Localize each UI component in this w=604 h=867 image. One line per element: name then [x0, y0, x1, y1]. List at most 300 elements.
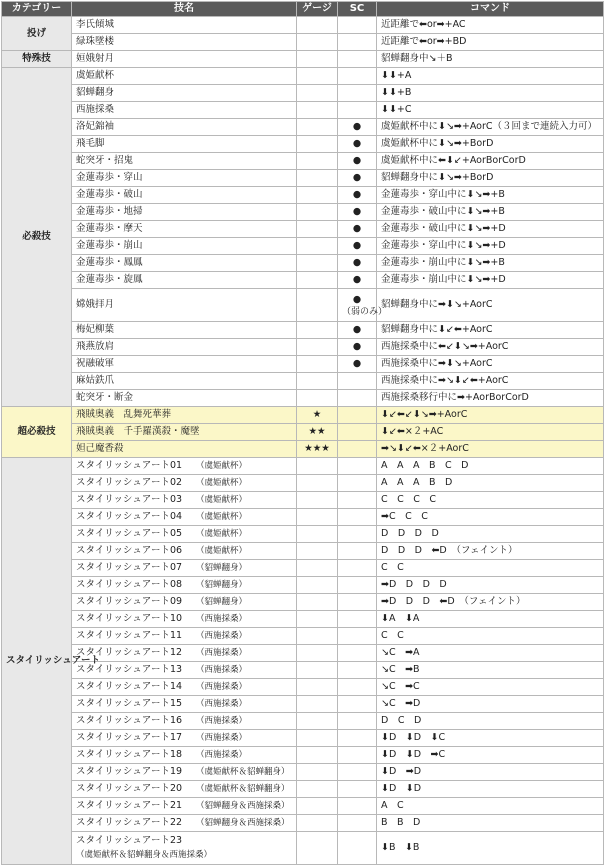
gauge-cell [297, 322, 338, 339]
move-source-note: （虞姫献杯） [196, 546, 248, 556]
category-cell: 投げ [2, 17, 72, 51]
move-name-cell [72, 119, 297, 136]
gauge-cell [297, 475, 338, 492]
table-row [2, 187, 604, 204]
table-row [2, 781, 604, 798]
move-name-cell [72, 577, 297, 594]
command-cell: A C [377, 798, 604, 815]
table-row [2, 594, 604, 611]
command-cell: ⬇⬇+A [377, 68, 604, 85]
sc-cell [338, 662, 377, 679]
command-cell: ⬇⬇+C [377, 102, 604, 119]
table-row [2, 170, 604, 187]
table-row [2, 577, 604, 594]
move-name: 緑珠墜楼 [76, 36, 115, 47]
move-name: スタイリッシュアート12 [76, 647, 183, 658]
move-name-cell [72, 679, 297, 696]
gauge-cell [297, 119, 338, 136]
gauge-cell [297, 85, 338, 102]
command-cell: C C [377, 560, 604, 577]
sc-mark: ● [352, 274, 362, 285]
sc-mark: ● [352, 121, 362, 132]
table-row [2, 102, 604, 119]
gauge-cell [297, 289, 338, 322]
move-name-cell [72, 611, 297, 628]
gauge-cell [297, 798, 338, 815]
move-name: スタイリッシュアート14 [76, 681, 183, 692]
move-name: スタイリッシュアート11 [76, 630, 183, 641]
command-cell: ⬇D ⬇D ➡C [377, 747, 604, 764]
command-cell: ⬇D ⬇D ⬇C [377, 730, 604, 747]
move-name: 蛇突牙・招鬼 [76, 155, 134, 166]
move-name-cell [72, 441, 297, 458]
move-name-cell [72, 492, 297, 509]
sc-mark: ● [352, 172, 362, 183]
move-name-cell [72, 339, 297, 356]
sc-mark: ● [352, 324, 362, 335]
move-name: スタイリッシュアート15 [76, 698, 183, 709]
move-source-note: （虞姫献杯） [196, 461, 248, 471]
command-cell: ⬇A ⬇A [377, 611, 604, 628]
move-name-cell [72, 543, 297, 560]
command-cell: 金蓮毒歩・穿山中に⬇↘➡+D [377, 238, 604, 255]
sc-mark: ● [352, 206, 362, 217]
sc-cell [338, 458, 377, 475]
table-row [2, 390, 604, 407]
move-name: スタイリッシュアート07 [76, 562, 183, 573]
move-source-note: （西施採桑） [196, 631, 248, 641]
sc-note: （弱のみ） [342, 306, 388, 317]
move-name: スタイリッシュアート17 [76, 732, 183, 743]
command-cell: ⬇B ⬇B [377, 832, 604, 865]
command-cell: D D D ⬅D （フェイント） [377, 543, 604, 560]
sc-cell [338, 68, 377, 85]
gauge-cell [297, 204, 338, 221]
move-source-note: （貂蝉翻身） [196, 580, 248, 590]
move-name: 飛賊奥義 千手羅漢殺・魔墜 [76, 426, 200, 437]
command-cell: 西施採桑中に➡⬇↘+AorC [377, 356, 604, 373]
header-sc: SC [338, 2, 377, 17]
sc-cell [338, 272, 377, 289]
move-name: 貂蝉翻身 [76, 87, 115, 98]
move-name-cell [72, 34, 297, 51]
move-name-cell [72, 255, 297, 272]
table-row [2, 492, 604, 509]
move-name: 嫦娥拝月 [76, 299, 115, 310]
command-cell: 西施採桑中に➡↘⬇↙⬅+AorC [377, 373, 604, 390]
sc-cell [338, 102, 377, 119]
sc-cell [338, 764, 377, 781]
gauge-cell [297, 373, 338, 390]
sc-mark: ● [352, 358, 362, 369]
gauge-cell [297, 730, 338, 747]
move-name: 蛇突牙・断金 [76, 392, 134, 403]
move-source-note: （虞姫献杯＆貂蝉翻身＆西施採桑） [76, 850, 213, 860]
sc-mark: ● [352, 155, 362, 166]
table-row [2, 204, 604, 221]
gauge-cell [297, 187, 338, 204]
sc-cell [338, 424, 377, 441]
command-cell: 西施採桑移行中に➡+AorBorCorD [377, 390, 604, 407]
move-name: スタイリッシュアート08 [76, 579, 183, 590]
gauge-cell [297, 645, 338, 662]
sc-cell [338, 51, 377, 68]
move-name-cell [72, 170, 297, 187]
move-name-cell [72, 51, 297, 68]
sc-cell [338, 475, 377, 492]
move-name-cell [72, 815, 297, 832]
table-row [2, 662, 604, 679]
move-source-note: （虞姫献杯） [196, 512, 248, 522]
gauge-cell [297, 272, 338, 289]
category-cell: スタイリッシュアート [2, 458, 72, 865]
table-row [2, 543, 604, 560]
command-cell: 貂蝉翻身中に⬇↙⬅+AorC [377, 322, 604, 339]
move-name: スタイリッシュアート20 [76, 783, 183, 794]
gauge-cell [297, 577, 338, 594]
sc-cell [338, 747, 377, 764]
move-source-note: （虞姫献杯） [196, 478, 248, 488]
move-name: スタイリッシュアート16 [76, 715, 183, 726]
table-row [2, 798, 604, 815]
move-name: スタイリッシュアート23 [76, 835, 183, 846]
move-name-cell [72, 645, 297, 662]
sc-mark: ● [352, 257, 362, 268]
table-row [2, 221, 604, 238]
sc-cell [338, 798, 377, 815]
move-name: スタイリッシュアート06 [76, 545, 183, 556]
gauge-cell [297, 526, 338, 543]
move-name-cell [72, 289, 297, 322]
move-source-note: （虞姫献杯＆貂蝉翻身） [196, 784, 290, 794]
gauge-cell [297, 781, 338, 798]
move-name-cell [72, 68, 297, 85]
sc-cell [338, 679, 377, 696]
table-row [2, 356, 604, 373]
table-row [2, 289, 604, 322]
command-cell: ➡D D D D [377, 577, 604, 594]
sc-cell [338, 390, 377, 407]
gauge-cell [297, 747, 338, 764]
command-cell: 虞姫献杯中に⬇↘➡+AorC（３回まで連続入力可） [377, 119, 604, 136]
move-source-note: （虞姫献杯＆貂蝉翻身） [196, 767, 290, 777]
move-name-cell [72, 798, 297, 815]
move-source-note: （虞姫献杯） [196, 495, 248, 505]
command-cell: ⬇⬇+B [377, 85, 604, 102]
table-row [2, 526, 604, 543]
move-name-cell [72, 407, 297, 424]
command-cell: 金蓮毒歩・破山中に⬇↘➡+B [377, 204, 604, 221]
table-row [2, 611, 604, 628]
sc-cell [338, 187, 377, 204]
sc-cell [338, 611, 377, 628]
table-row [2, 322, 604, 339]
sc-cell [338, 594, 377, 611]
move-name-cell [72, 153, 297, 170]
category-cell: 特殊技 [2, 51, 72, 68]
move-name: 飛賊奥義 乱舞死華葬 [76, 409, 172, 420]
move-name: 祝融破軍 [76, 358, 115, 369]
move-name-cell [72, 832, 297, 865]
table-row [2, 51, 604, 68]
header-move-name: 技名 [72, 2, 297, 17]
table-row [2, 119, 604, 136]
move-name: スタイリッシュアート01 [76, 460, 183, 471]
move-name: 金蓮毒歩・旋鳳 [76, 274, 143, 285]
gauge-cell [297, 390, 338, 407]
table-row [2, 679, 604, 696]
move-name: 洛妃錦袖 [76, 121, 115, 132]
move-source-note: （西施採桑） [196, 716, 248, 726]
gauge-cell [297, 594, 338, 611]
sc-cell [338, 577, 377, 594]
command-cell: D D D D [377, 526, 604, 543]
sc-mark: ● [352, 293, 362, 305]
move-source-note: （貂蝉翻身＆西施採桑） [196, 801, 290, 811]
gauge-cell [297, 238, 338, 255]
move-name: スタイリッシュアート09 [76, 596, 183, 607]
table-row [2, 730, 604, 747]
sc-cell [338, 356, 377, 373]
move-source-note: （西施採桑） [196, 614, 248, 624]
sc-cell [338, 170, 377, 187]
move-name: 金蓮毒歩・鳳鳳 [76, 257, 143, 268]
table-row [2, 696, 604, 713]
sc-cell [338, 492, 377, 509]
command-cell: ➡C C C [377, 509, 604, 526]
command-cell: ⬇D ⬇D [377, 781, 604, 798]
command-cell: 近距離で⬅or➡+AC [377, 17, 604, 34]
command-cell: 金蓮毒歩・崩山中に⬇↘➡+B [377, 255, 604, 272]
move-name-cell [72, 373, 297, 390]
gauge-cell [297, 713, 338, 730]
move-name-cell [72, 458, 297, 475]
table-row [2, 764, 604, 781]
gauge-cell [297, 815, 338, 832]
table-row [2, 475, 604, 492]
gauge-cell [297, 458, 338, 475]
command-cell: 虞姫献杯中に⬇↘➡+BorD [377, 136, 604, 153]
sc-cell [338, 17, 377, 34]
command-cell: 貂蝉翻身中に⬇↘➡+BorD [377, 170, 604, 187]
table-row [2, 373, 604, 390]
sc-cell [338, 136, 377, 153]
move-name: スタイリッシュアート22 [76, 817, 183, 828]
move-name-cell [72, 475, 297, 492]
move-list-table [1, 1, 604, 865]
move-name: 金蓮毒歩・破山 [76, 189, 143, 200]
gauge-cell [297, 628, 338, 645]
move-name-cell [72, 356, 297, 373]
move-name-cell [72, 747, 297, 764]
sc-cell [338, 289, 388, 322]
gauge-cell [297, 662, 338, 679]
command-cell: ⬇↙⬅×２+AC [377, 424, 604, 441]
category-cell: 超必殺技 [2, 407, 72, 458]
sc-cell [338, 339, 377, 356]
move-name-cell [72, 390, 297, 407]
table-row [2, 747, 604, 764]
command-cell: 虞姫献杯中に⬅⬇↙+AorBorCorD [377, 153, 604, 170]
table-row [2, 17, 604, 34]
sc-cell [338, 119, 377, 136]
gauge-cell [297, 492, 338, 509]
gauge-cell [297, 17, 338, 34]
move-name-cell [72, 560, 297, 577]
move-name-cell [72, 187, 297, 204]
move-name: スタイリッシュアート04 [76, 511, 183, 522]
table-header-row [2, 2, 604, 17]
move-name: 梅妃柳葉 [76, 324, 115, 335]
command-cell: ➡D D D ⬅D （フェイント） [377, 594, 604, 611]
table-row [2, 68, 604, 85]
command-cell: 金蓮毒歩・崩山中に⬇↘➡+D [377, 272, 604, 289]
command-cell: 近距離で⬅or➡+BD [377, 34, 604, 51]
move-name: スタイリッシュアート05 [76, 528, 183, 539]
gauge-cell [297, 764, 338, 781]
move-source-note: （西施採桑） [196, 733, 248, 743]
sc-cell [338, 781, 377, 798]
sc-mark: ● [352, 341, 362, 352]
sc-cell [338, 509, 377, 526]
command-cell: B B D [377, 815, 604, 832]
move-name: スタイリッシュアート02 [76, 477, 183, 488]
move-name-cell [72, 272, 297, 289]
move-name: 金蓮毒歩・穿山 [76, 172, 143, 183]
sc-cell [338, 815, 377, 832]
sc-cell [338, 696, 377, 713]
move-source-note: （西施採桑） [196, 665, 248, 675]
sc-cell [338, 713, 377, 730]
header-gauge: ゲージ [297, 2, 338, 17]
move-name-cell [72, 322, 297, 339]
gauge-cell [297, 68, 338, 85]
move-name-cell [72, 526, 297, 543]
move-source-note: （西施採桑） [196, 750, 248, 760]
table-row [2, 153, 604, 170]
table-row [2, 136, 604, 153]
gauge-cell [297, 34, 338, 51]
table-row [2, 255, 604, 272]
sc-cell [338, 322, 377, 339]
sc-cell [338, 407, 377, 424]
sc-cell [338, 560, 377, 577]
sc-cell [338, 238, 377, 255]
move-name-cell [72, 696, 297, 713]
move-name: 飛燕放肩 [76, 341, 115, 352]
sc-cell [338, 255, 377, 272]
move-source-note: （西施採桑） [196, 699, 248, 709]
move-name-cell [72, 764, 297, 781]
command-cell: A A A B D [377, 475, 604, 492]
gauge-cell [297, 509, 338, 526]
move-source-note: （貂蝉翻身＆西施採桑） [196, 818, 290, 828]
header-command: コマンド [377, 2, 604, 17]
table-row [2, 713, 604, 730]
gauge-cell: ★★ [297, 424, 338, 441]
move-name-cell [72, 509, 297, 526]
command-cell: 貂蝉翻身中↘＋B [377, 51, 604, 68]
gauge-cell [297, 102, 338, 119]
move-name: 妲己魔香殺 [76, 443, 124, 454]
sc-cell [338, 543, 377, 560]
gauge-cell [297, 339, 338, 356]
sc-cell [338, 34, 377, 51]
move-name: 金蓮毒歩・崩山 [76, 240, 143, 251]
sc-mark: ● [352, 240, 362, 251]
gauge-cell [297, 170, 338, 187]
move-name-cell [72, 221, 297, 238]
move-name: 金蓮毒歩・地掃 [76, 206, 143, 217]
header-category: カテゴリー [2, 2, 72, 17]
table-row [2, 509, 604, 526]
gauge-cell [297, 560, 338, 577]
sc-cell [338, 373, 377, 390]
sc-cell [338, 204, 377, 221]
move-name: スタイリッシュアート21 [76, 800, 183, 811]
move-name-cell [72, 628, 297, 645]
command-cell: C C C C [377, 492, 604, 509]
move-name: スタイリッシュアート19 [76, 766, 183, 777]
move-name: スタイリッシュアート13 [76, 664, 183, 675]
gauge-cell: ★★★ [297, 441, 338, 458]
sc-cell [338, 526, 377, 543]
move-name-cell [72, 713, 297, 730]
move-name-cell [72, 204, 297, 221]
move-name: 金蓮毒歩・摩天 [76, 223, 143, 234]
command-cell: 西施採桑中に⬅↙⬇↘➡+AorC [377, 339, 604, 356]
move-name-cell [72, 238, 297, 255]
command-cell: C C [377, 628, 604, 645]
table-row [2, 832, 604, 865]
command-cell: ➡↘⬇↙⬅×２+AorC [377, 441, 604, 458]
sc-mark: ● [352, 138, 362, 149]
move-name-cell [72, 17, 297, 34]
command-cell: ↘C ➡B [377, 662, 604, 679]
move-name: 虞姫献杯 [76, 70, 115, 81]
command-cell: ⬇↙⬅↙⬇↘➡+AorC [377, 407, 604, 424]
sc-cell [338, 85, 377, 102]
sc-mark: ● [352, 223, 362, 234]
sc-cell [338, 645, 377, 662]
move-list-body [2, 17, 604, 865]
move-name: 姮娥射月 [76, 53, 115, 64]
sc-cell [338, 832, 377, 865]
command-cell: A A A B C D [377, 458, 604, 475]
move-name: スタイリッシュアート18 [76, 749, 183, 760]
table-row [2, 85, 604, 102]
gauge-cell [297, 611, 338, 628]
sc-cell [338, 153, 377, 170]
gauge-cell [297, 51, 338, 68]
command-cell: ↘C ➡C [377, 679, 604, 696]
category-cell: 必殺技 [2, 68, 72, 407]
move-name: 李氏傾城 [76, 19, 115, 30]
table-row [2, 407, 604, 424]
move-name-cell [72, 594, 297, 611]
move-name-cell [72, 662, 297, 679]
move-source-note: （貂蝉翻身） [196, 597, 248, 607]
gauge-cell [297, 153, 338, 170]
table-row [2, 815, 604, 832]
move-name-cell [72, 730, 297, 747]
move-name: 麻姑鉄爪 [76, 375, 115, 386]
command-cell: 金蓮毒歩・破山中に⬇↘➡+D [377, 221, 604, 238]
command-cell: ⬇D ➡D [377, 764, 604, 781]
sc-cell [338, 730, 377, 747]
gauge-cell [297, 255, 338, 272]
table-row [2, 560, 604, 577]
